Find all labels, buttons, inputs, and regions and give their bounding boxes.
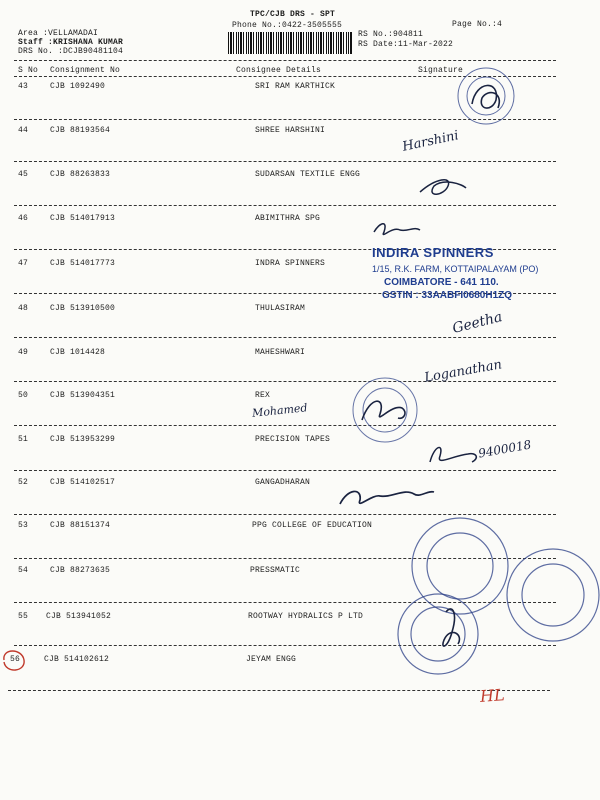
row-sno: 46	[18, 214, 29, 223]
table-row	[0, 126, 600, 166]
column-header-signature: Signature	[418, 66, 464, 75]
consignee-name: ABIMITHRA SPG	[255, 214, 321, 223]
stamp-gstin: GSTIN : 33AABFI0680H1ZQ	[382, 290, 513, 301]
row-divider	[14, 337, 556, 338]
consignee-name: SRI RAM KARTHICK	[255, 82, 336, 91]
row-divider	[14, 470, 556, 471]
row-sno: 53	[18, 521, 29, 530]
margin-note: HL	[479, 685, 506, 706]
phone-number: Phone No.:0422-3505555	[232, 21, 343, 30]
staff-label: Staff :KRISHANA KUMAR	[18, 38, 124, 47]
consignment-number: CJB 514017913	[50, 214, 116, 223]
row-divider	[14, 425, 556, 426]
consignment-number: CJB 1014428	[50, 348, 106, 357]
consignment-number: CJB 513910500	[50, 304, 116, 313]
area-label: Area :VELLAMADAI	[18, 29, 99, 38]
barcode	[228, 32, 352, 54]
row-sno: 56	[10, 655, 21, 664]
row-sno: 47	[18, 259, 29, 268]
row-sno: 54	[18, 566, 29, 575]
consignee-name: SHREE HARSHINI	[255, 126, 326, 135]
consignee-name: ROOTWAY HYDRALICS P LTD	[248, 612, 364, 621]
row-sno: 51	[18, 435, 29, 444]
consignment-number: CJB 1092490	[50, 82, 106, 91]
table-row	[0, 612, 600, 652]
consignee-name: INDRA SPINNERS	[255, 259, 326, 268]
consignment-number: CJB 513953299	[50, 435, 116, 444]
consignee-name: JEYAM ENGG	[246, 655, 297, 664]
table-row	[0, 521, 600, 561]
row-divider	[14, 119, 556, 120]
handwritten-note: Mohamed	[251, 401, 309, 420]
consignee-name: GANGADHARAN	[255, 478, 311, 487]
column-header-consignee: Consignee Details	[236, 66, 322, 75]
row-sno: 44	[18, 126, 29, 135]
table-row	[0, 566, 600, 606]
handwritten-signature: Geetha	[450, 309, 504, 337]
row-divider	[14, 602, 556, 603]
table-row	[0, 82, 600, 122]
consignee-name: THULASIRAM	[255, 304, 306, 313]
row-sno: 45	[18, 170, 29, 179]
consignment-number: CJB 514102612	[44, 655, 110, 664]
row-sno: 50	[18, 391, 29, 400]
sheet-title: TPC/CJB DRS - SPT	[250, 10, 336, 19]
row-sno: 52	[18, 478, 29, 487]
table-row	[0, 304, 600, 344]
page-number: Page No.:4	[452, 20, 503, 29]
rs-date: RS Date:11-Mar-2022	[358, 40, 454, 49]
table-row	[0, 655, 600, 695]
stamp-address-line1: 1/15, R.K. FARM, KOTTAIPALAYAM (PO)	[372, 264, 539, 274]
consignment-number: CJB 514102517	[50, 478, 116, 487]
drs-number: DRS No. :DCJB90481104	[18, 47, 124, 56]
stamp-company-name: INDIRA SPINNERS	[372, 245, 494, 260]
consignee-name: SUDARSAN TEXTILE ENGG	[255, 170, 361, 179]
column-header-sno: S No	[18, 66, 39, 75]
row-divider	[14, 381, 556, 382]
row-sno: 49	[18, 348, 29, 357]
consignment-number: CJB 513904351	[50, 391, 116, 400]
row-divider	[14, 558, 556, 559]
consignee-name: PRESSMATIC	[250, 566, 301, 575]
row-sno: 48	[18, 304, 29, 313]
stamp-address-line2: COIMBATORE - 641 110.	[384, 277, 499, 288]
row-divider	[14, 645, 556, 646]
column-header-consignment: Consignment No	[50, 66, 121, 75]
row-divider	[14, 514, 556, 515]
rs-number: RS No.:904811	[358, 30, 424, 39]
consignee-name: REX	[255, 391, 271, 400]
consignee-name: PRECISION TAPES	[255, 435, 331, 444]
divider	[14, 76, 556, 77]
handwritten-signature: Harshini	[401, 128, 460, 155]
handwritten-phone: 9400018	[477, 437, 533, 461]
consignment-number: CJB 88193564	[50, 126, 111, 135]
row-divider	[14, 205, 556, 206]
table-row	[0, 214, 600, 254]
divider	[14, 60, 556, 61]
consignment-number: CJB 88263833	[50, 170, 111, 179]
table-row	[0, 348, 600, 388]
row-sno: 55	[18, 612, 29, 621]
consignee-name: PPG COLLEGE OF EDUCATION	[252, 521, 373, 530]
row-divider	[14, 161, 556, 162]
handwritten-signature: Loganathan	[423, 357, 504, 386]
row-sno: 43	[18, 82, 29, 91]
table-row	[0, 170, 600, 210]
consignment-number: CJB 88151374	[50, 521, 111, 530]
consignment-number: CJB 514017773	[50, 259, 116, 268]
consignment-number: CJB 513941052	[46, 612, 112, 621]
table-row	[0, 478, 600, 518]
consignee-name: MAHESHWARI	[255, 348, 306, 357]
row-divider	[8, 690, 550, 691]
consignment-number: CJB 88273635	[50, 566, 111, 575]
